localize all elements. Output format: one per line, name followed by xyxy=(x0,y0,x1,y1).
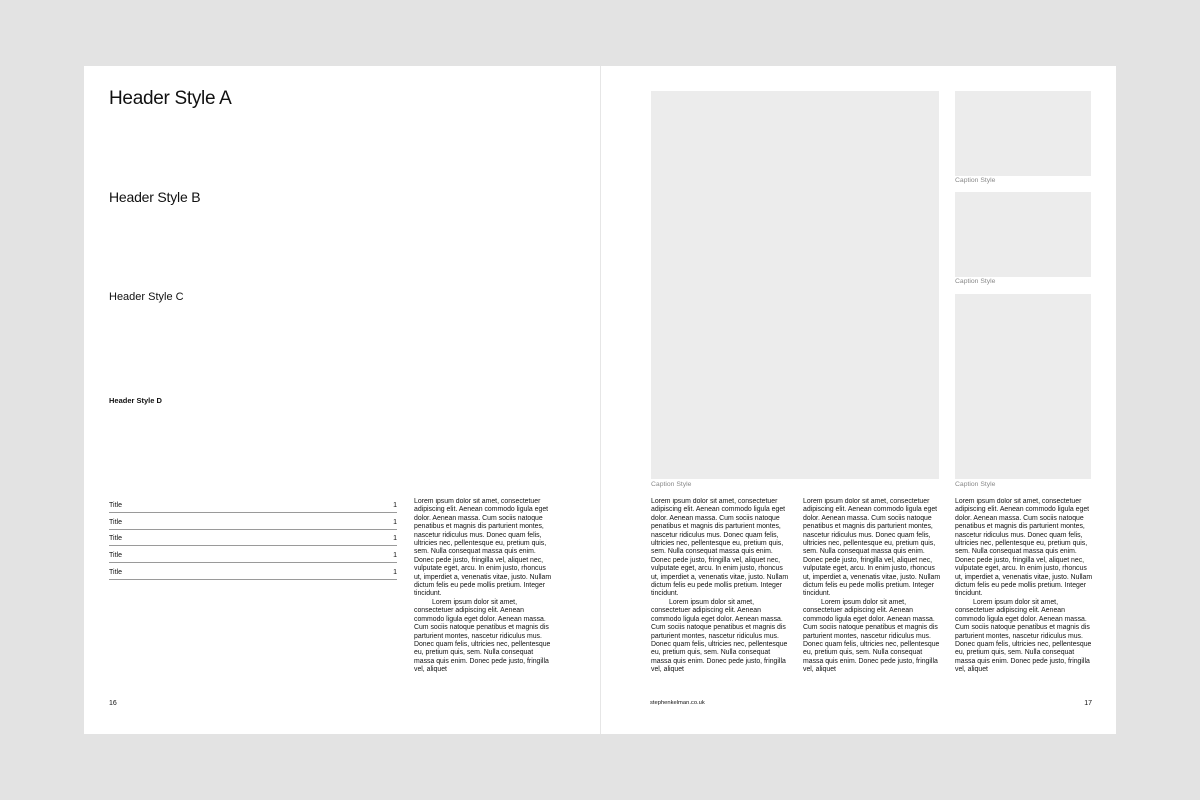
left-page xyxy=(84,66,600,734)
body-paragraph: Lorem ipsum dolor sit amet, consectetuer adipiscing elit. Aenean commodo ligula eget dolor. Aenean massa. Cum sociis natoque penatibus et magnis dis parturient montes, nascetur ridiculus mus. Donec quam felis, ultricies nec, pellentesque eu, pretium quis, sem. Nulla consequat massa quis enim. Donec pede justo, fringilla vel, aliquet nec, vulputate eget, arcu. In enim justo, rhoncus ut, imperdiet a, venenatis vitae, justo. Nullam dictum felis eu pede mollis pretium. Integer tincidunt. xyxy=(414,498,552,598)
image-placeholder-side-3 xyxy=(955,294,1091,479)
body-text-column xyxy=(414,498,552,684)
toc-page-number: 1 xyxy=(393,535,397,543)
right-page xyxy=(600,66,1116,734)
header-style-a: Header Style A xyxy=(109,88,232,109)
page-number-right: 17 xyxy=(1084,700,1092,707)
table-of-contents xyxy=(109,496,397,580)
header-style-d: Header Style D xyxy=(109,396,162,405)
image-placeholder-main xyxy=(651,91,939,479)
page-number-left: 16 xyxy=(109,700,117,707)
caption-side-3: Caption Style xyxy=(955,481,996,488)
body-paragraph: Lorem ipsum dolor sit amet, consectetuer adipiscing elit. Aenean commodo ligula eget dolor. Aenean massa. Cum sociis natoque penatibus et magnis dis parturient montes, nascetur ridiculus mus. Donec quam felis, ultricies nec, pellentesque eu, pretium quis, sem. Nulla consequat massa quis enim. Donec pede justo, fringilla vel, aliquet nec, vulputate eget, arcu. In enim justo, rhoncus ut, imperdiet a, venenatis vitae, justo. Nullam dictum felis eu pede mollis pretium. Integer tincidunt. xyxy=(803,498,941,598)
body-paragraph: Lorem ipsum dolor sit amet, consectetuer adipiscing elit. Aenean commodo ligula eget dolor. Aenean massa. Cum sociis natoque penatibus et magnis dis parturient montes, nascetur ridiculus mus. Donec quam felis, ultricies nec, pellentesque eu, pretium quis, sem. Nulla consequat massa quis enim. Donec pede justo, fringilla vel, aliquet xyxy=(955,598,1092,674)
toc-row xyxy=(109,530,397,547)
magazine-spread xyxy=(84,66,1116,734)
toc-row xyxy=(109,496,397,513)
toc-title: Title xyxy=(109,552,122,560)
caption-main: Caption Style xyxy=(651,481,692,488)
toc-page-number: 1 xyxy=(393,568,397,576)
body-text-column-3 xyxy=(955,498,1093,684)
website-footer: stephenkelman.co.uk xyxy=(650,700,705,706)
header-style-c: Header Style C xyxy=(109,291,184,303)
body-paragraph: Lorem ipsum dolor sit amet, consectetuer adipiscing elit. Aenean commodo ligula eget dolor. Aenean massa. Cum sociis natoque penatibus et magnis dis parturient montes, nascetur ridiculus mus. Donec quam felis, ultricies nec, pellentesque eu, pretium quis, sem. Nulla consequat massa quis enim. Donec pede justo, fringilla vel, aliquet xyxy=(651,598,788,674)
header-style-b: Header Style B xyxy=(109,189,201,205)
body-paragraph: Lorem ipsum dolor sit amet, consectetuer adipiscing elit. Aenean commodo ligula eget dolor. Aenean massa. Cum sociis natoque penatibus et magnis dis parturient montes, nascetur ridiculus mus. Donec quam felis, ultricies nec, pellentesque eu, pretium quis, sem. Nulla consequat massa quis enim. Donec pede justo, fringilla vel, aliquet nec, vulputate eget, arcu. In enim justo, rhoncus ut, imperdiet a, venenatis vitae, justo. Nullam dictum felis eu pede mollis pretium. Integer tincidunt. xyxy=(955,498,1093,598)
body-text-column-1 xyxy=(651,498,789,684)
body-paragraph: Lorem ipsum dolor sit amet, consectetuer adipiscing elit. Aenean commodo ligula eget dolor. Aenean massa. Cum sociis natoque penatibus et magnis dis parturient montes, nascetur ridiculus mus. Donec quam felis, ultricies nec, pellentesque eu, pretium quis, sem. Nulla consequat massa quis enim. Donec pede justo, fringilla vel, aliquet xyxy=(803,598,940,674)
caption-side-1: Caption Style xyxy=(955,177,996,184)
image-placeholder-side-2 xyxy=(955,192,1091,277)
toc-title: Title xyxy=(109,518,122,526)
toc-page-number: 1 xyxy=(393,501,397,509)
body-paragraph: Lorem ipsum dolor sit amet, consectetuer adipiscing elit. Aenean commodo ligula eget dolor. Aenean massa. Cum sociis natoque penatibus et magnis dis parturient montes, nascetur ridiculus mus. Donec quam felis, ultricies nec, pellentesque eu, pretium quis, sem. Nulla consequat massa quis enim. Donec pede justo, fringilla vel, aliquet xyxy=(414,598,551,674)
toc-row xyxy=(109,513,397,530)
toc-title: Title xyxy=(109,501,122,509)
body-paragraph: Lorem ipsum dolor sit amet, consectetuer adipiscing elit. Aenean commodo ligula eget dolor. Aenean massa. Cum sociis natoque penatibus et magnis dis parturient montes, nascetur ridiculus mus. Donec quam felis, ultricies nec, pellentesque eu, pretium quis, sem. Nulla consequat massa quis enim. Donec pede justo, fringilla vel, aliquet nec, vulputate eget, arcu. In enim justo, rhoncus ut, imperdiet a, venenatis vitae, justo. Nullam dictum felis eu pede mollis pretium. Integer tincidunt. xyxy=(651,498,789,598)
toc-title: Title xyxy=(109,535,122,543)
toc-page-number: 1 xyxy=(393,518,397,526)
toc-row xyxy=(109,563,397,580)
image-placeholder-side-1 xyxy=(955,91,1091,176)
body-text-column-2 xyxy=(803,498,941,684)
toc-title: Title xyxy=(109,568,122,576)
toc-row xyxy=(109,546,397,563)
toc-page-number: 1 xyxy=(393,552,397,560)
caption-side-2: Caption Style xyxy=(955,278,996,285)
